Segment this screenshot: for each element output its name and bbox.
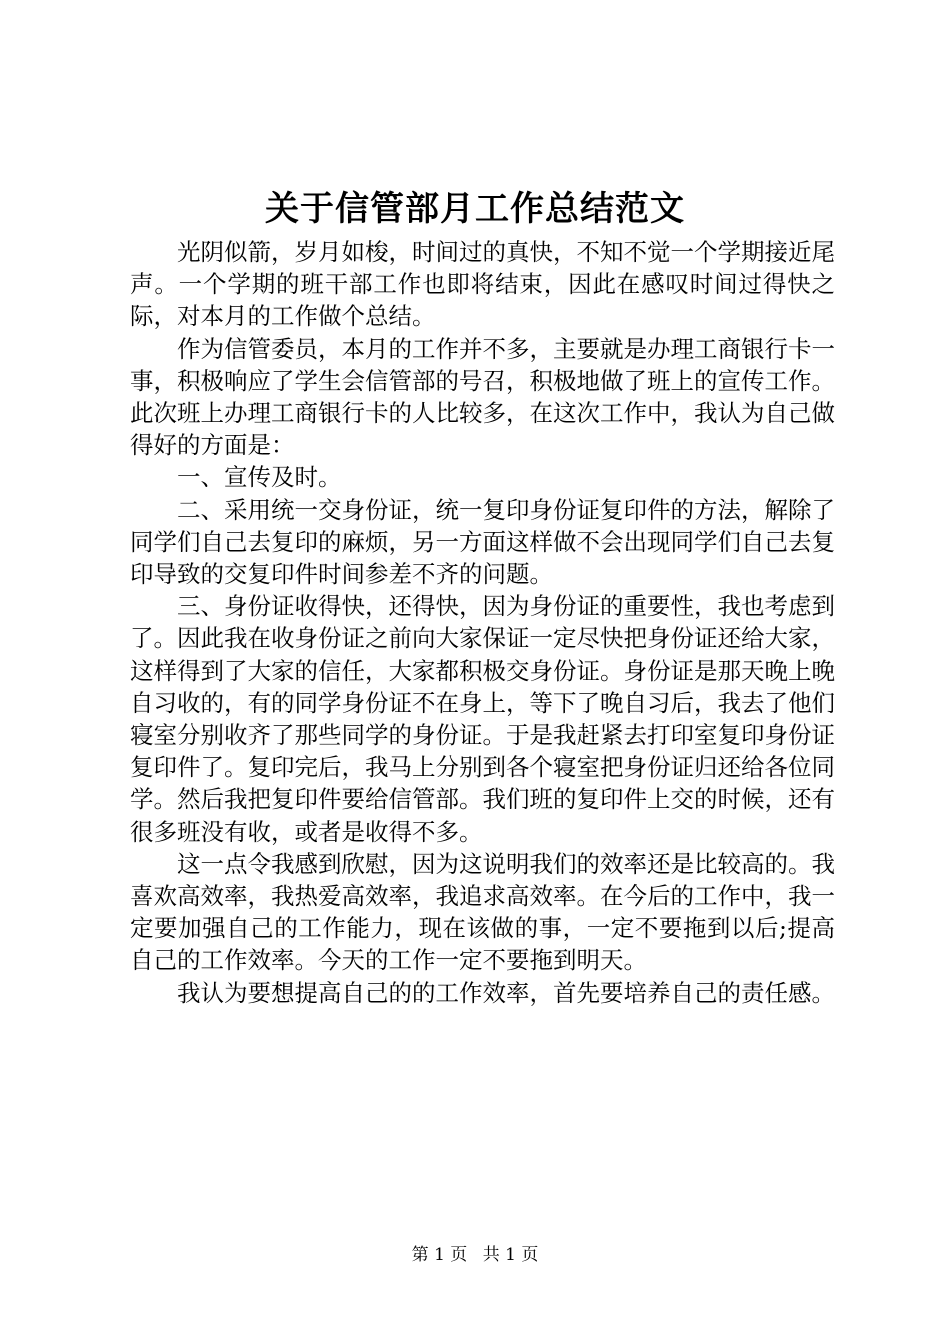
page-number: 第 1 页 xyxy=(411,1245,468,1265)
paragraph: 三、身份证收得快，还得快，因为身份证的重要性，我也考虑到了。因此我在收身份证之前向大家保证一定尽快把身份证还给大家，这样得到了大家的信任，大家都积极交身份证。身份证是那天晚上晚自习收的，有的同学身份证不在身上，等下了晚自习后，我去了他们寝室分别收齐了那些同学的身份证。于是我赶紧去打印室复印身份证复印件了。复印完后，我马上分别到各个寝室把身份证归还给各位同学。然后我把复印件要给信管部。我们班的复印件上交的时候，还有很多班没有收，或者是收得不多。 xyxy=(130,592,835,846)
paragraph: 二、采用统一交身份证，统一复印身份证复印件的方法，解除了同学们自己去复印的麻烦，另一方面这样做不会出现同学们自己去复印导致的交复印件时间参差不齐的问题。 xyxy=(130,495,835,589)
page-total: 共 1 页 xyxy=(482,1245,539,1265)
page-footer xyxy=(0,1243,950,1267)
paragraph: 这一点令我感到欣慰，因为这说明我们的效率还是比较高的。我喜欢高效率，我热爱高效率，我追求高效率。在今后的工作中，我一定要加强自己的工作能力，现在该做的事，一定不要拖到以后;提高自己的工作效率。今天的工作一定不要拖到明天。 xyxy=(130,849,835,975)
document-body xyxy=(130,236,835,1009)
paragraph: 我认为要想提高自己的的工作效率，首先要培养自己的责任感。 xyxy=(177,978,835,1007)
page-title: 关于信管部月工作总结范文 xyxy=(265,189,685,229)
paragraph: 作为信管委员，本月的工作并不多，主要就是办理工商银行卡一事，积极响应了学生会信管部的号召，积极地做了班上的宣传工作。此次班上办理工商银行卡的人比较多，在这次工作中，我认为自己做得好的方面是： xyxy=(130,334,835,460)
paragraph: 一、宣传及时。 xyxy=(177,463,342,492)
paragraph: 光阴似箭，岁月如梭，时间过的真快，不知不觉一个学期接近尾声。一个学期的班干部工作也即将结束，因此在感叹时间过得快之际，对本月的工作做个总结。 xyxy=(130,238,835,331)
